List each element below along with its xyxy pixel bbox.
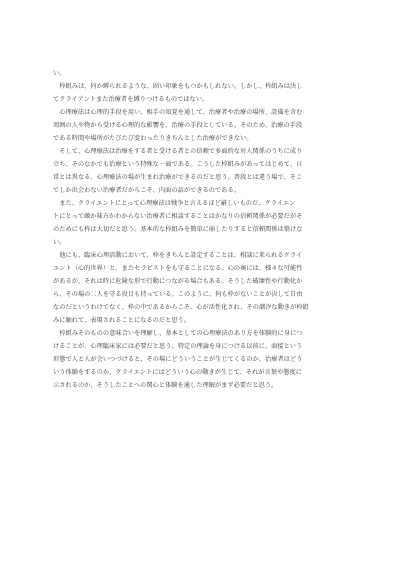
text-line: 立ち、そのなかでも治療という特殊な一面である。こうした枠組みがあってはじめて、日 [53,161,303,168]
text-line: また、クライエントにとって心理療法は戦争と言えるほど厳しいものだ。クライエン [53,200,296,207]
text-line: である時間や場所がたびたび変わったりきちんとした治療ができない。 [53,135,253,142]
text-line: があるが、それは時に危険な形で行動につながる場合もある。そうした破壊性や行動化か [53,278,303,285]
text-line: エント（心的世界）と、またセラピストをも守ることになる。心の奥には、様々な可能性 [53,265,303,272]
text-line: そして、心理療法は治療をする者と受ける者との信頼で多面的な対人関係のうちに成り [53,148,303,155]
text-line: てクライアントまた治療者を縛りつけるものではない。 [53,96,209,103]
text-line: 他にも、臨床心理活動において、枠をきちんと設定することは、相談に来られるクライ [53,252,303,259]
text-line: ら、その場の二人を守る役目も持っている。このように、何も枠がないことが決して自由 [53,291,303,298]
text-line: い。 [53,70,66,77]
text-line: いう体験をするのか、クライエントにはどういう心の動きが生じて、それが言葉や態度に [53,369,302,376]
text-line: 示されるのか、そうしたことへの関心と体験を通した理解がまず必要だと思う。 [53,382,278,389]
text-line: い。 [53,239,66,246]
text-line: 心理療法は心理的手段を用い、相手の知覚を通して、治療者や治療の場所、設備を含む [53,109,303,116]
text-line: 形態で人と人が会いつづけると、その場にどういうことが生じてくるのか、治療者はどう [53,356,303,363]
text-line: けることが、心理臨床家には必要だと思う。特定の理論を身につける以前に、面接という [53,343,303,350]
text-line: 枠組みそのものの意味合いを理解し、基本としての心理療法のあり方を体験的に身につ [53,330,303,337]
text-line: でしか出会わない治療者だからこそ、内面の話ができるのである。 [53,187,240,194]
text-line: 周囲の人や物から受ける心理的な影響を、治療の手段としている。そのため、治療の手段 [53,122,303,129]
body-text [53,67,350,392]
text-line: なのだというわけでなく、枠の中であるからこそ、心が活性化され、その潮汐な動きが枠組 [53,304,309,311]
text-line: トにとって敵か味方かわからない治療者に相談することはかなりの信頼関係が必要だがそ [53,213,303,220]
text-line: 常とは異なる、心理療法の場が生まれ治療ができるのだと思う。普段とは違う場で、そこ [53,174,303,181]
text-line: みに触れて、表現されることになるのだと思う。 [53,317,191,324]
text-line: のためにも枠は大切だと思う。基本的な枠組みを簡単に崩したりすると信頼関係は築けな [53,226,303,233]
text-line: 枠組みは、何か縛られるような、固い印象をもつかもしれない。しかし、枠組みは決し [53,83,303,90]
